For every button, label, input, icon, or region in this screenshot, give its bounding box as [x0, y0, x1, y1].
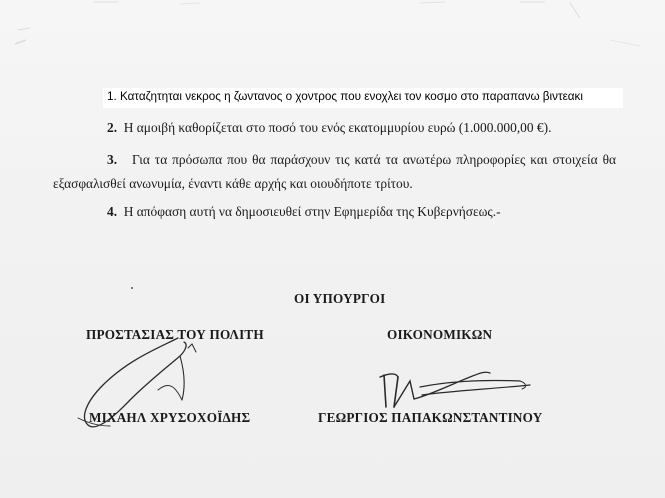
scan-artifacts: [0, 0, 665, 70]
paragraph-number: 3.: [107, 152, 118, 167]
paragraph-number: 2.: [107, 120, 118, 135]
stray-dot: [131, 287, 133, 289]
paragraph-text: Η απόφαση αυτή να δημοσιευθεί στην Εφημερίδα της Κυβερνήσεως.-: [123, 204, 501, 219]
paragraph-number: 4.: [107, 204, 118, 219]
signature-papakonstantinou: [370, 355, 540, 415]
ministers-heading: ΟΙ ΥΠΟΥΡΓΟΙ: [294, 291, 386, 306]
minister-name-papakonstantinou: ΓΕΩΡΓΙΟΣ ΠΑΠΑΚΩΝΣΤΑΝΤΙΝΟΥ: [318, 410, 543, 425]
overlay-caption: 1. Καταζητηται νεκρος η ζωντανος ο χοντρος που ενοχλει τον κοσμο στο παραπανω βιντεακι: [103, 88, 623, 108]
ministry-finance: ΟΙΚΟΝΟΜΙΚΩΝ: [387, 327, 493, 342]
paragraph-4: [107, 200, 501, 224]
paragraph-text: Για τα πρόσωπα που θα παράσχουν τις κατά τα ανωτέρω πληροφορίες και στοιχεία θα εξασφαλισθεί ανωνυμία, έναντι κάθε αρχής και οιουδήποτε τρίτου.: [53, 152, 616, 191]
paragraph-text: Η αμοιβή καθορίζεται στο ποσό του ενός εκατομμυρίου ευρώ (1.000.000,00 €).: [123, 120, 552, 135]
paragraph-3: [53, 148, 616, 196]
ministry-civil-protection: ΠΡΟΣΤΑΣΙΑΣ ΤΟΥ ΠΟΛΙΤΗ: [86, 327, 264, 342]
paragraph-2: [107, 116, 551, 140]
minister-name-chrysochoidis: ΜΙΧΑΗΛ ΧΡΥΣΟΧΟΪΔΗΣ: [89, 410, 251, 425]
